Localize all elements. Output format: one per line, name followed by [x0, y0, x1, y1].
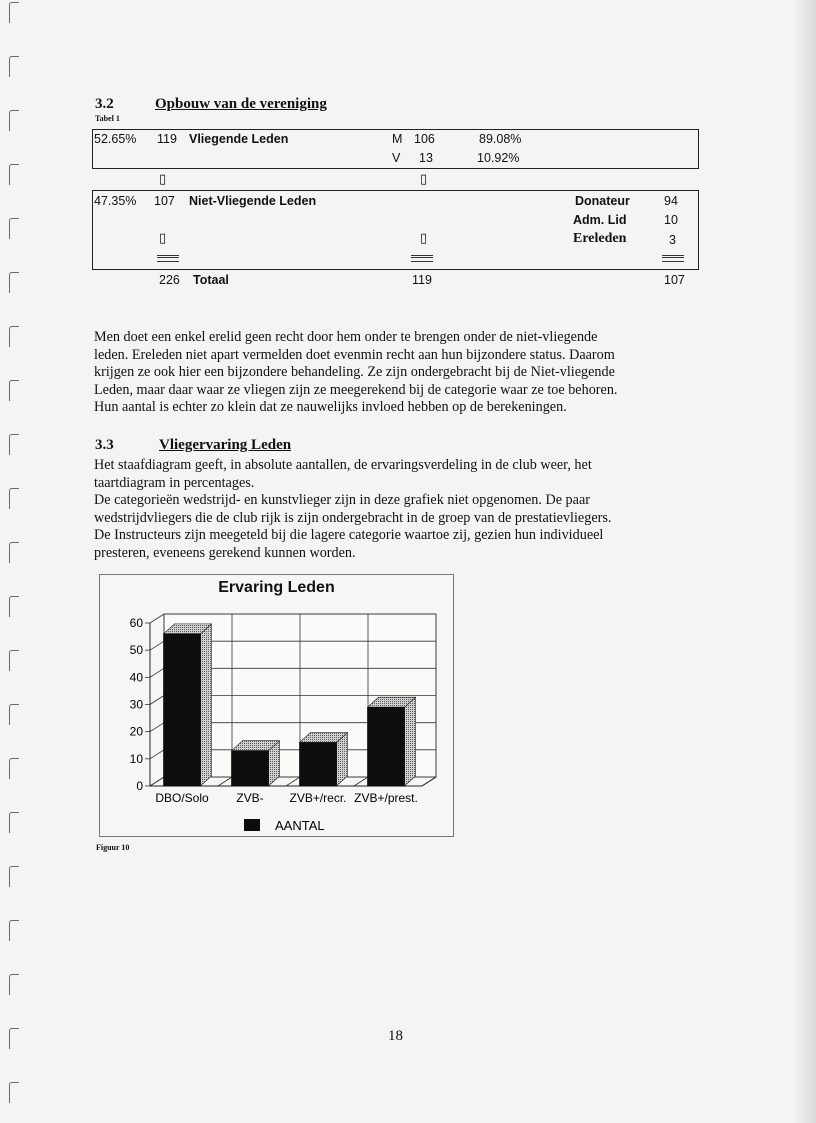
x-tick-label: ZVB+/recr.	[289, 791, 347, 805]
ereleden-label: Ereleden	[573, 231, 627, 246]
chart-title: Ervaring Leden	[218, 579, 335, 596]
section-title-3-3: Vliegervaring Leden	[159, 437, 292, 453]
x-tick-label: ZVB+/prest.	[354, 791, 418, 805]
gridline-diagonal	[150, 668, 164, 677]
donateur-count: 94	[664, 194, 678, 208]
female-count: 13	[419, 151, 433, 165]
text-line: presteren, eveneens gerekend kunnen worden.	[94, 544, 356, 561]
binder-ring	[9, 920, 19, 941]
binder-ring	[9, 866, 19, 887]
section-number-3-3: 3.3	[95, 437, 114, 453]
binder-ring	[9, 434, 19, 455]
total-count: 226	[159, 273, 180, 287]
floor-line	[218, 777, 232, 786]
bar-side	[405, 697, 416, 786]
figure-label: Figuur 10	[96, 843, 130, 852]
paragraph-experience	[94, 457, 684, 562]
floor-line	[354, 777, 368, 786]
female-pct: 10.92%	[477, 151, 520, 165]
male-count: 106	[414, 132, 435, 146]
total-flying: 119	[412, 273, 432, 287]
gridline-diagonal	[150, 723, 164, 732]
binder-ring	[9, 758, 19, 779]
bar-front	[300, 743, 337, 786]
admlid-label: Adm. Lid	[573, 213, 627, 227]
double-rule	[662, 255, 684, 262]
bar-zvb-prest-	[368, 697, 416, 786]
binder-ring	[9, 704, 19, 725]
gridline-diagonal	[150, 614, 164, 623]
x-tick-label: DBO/Solo	[155, 791, 209, 805]
floor-line	[286, 777, 300, 786]
nonflying-count: 107	[154, 194, 175, 208]
flying-pct: 52.65%	[94, 132, 137, 146]
binder-rings	[0, 0, 26, 1123]
bar-zvb-	[232, 741, 280, 786]
double-rule	[157, 255, 179, 262]
text-line: taartdiagram in percentages.	[94, 474, 255, 491]
total-nonflying: 107	[664, 273, 685, 287]
binder-ring	[9, 650, 19, 671]
floor-line	[150, 777, 164, 786]
page-edge	[794, 0, 816, 1123]
binder-ring	[9, 380, 19, 401]
text-line: wedstrijdvliegers die de club rijk is zijn ondergebracht in de groep van de prestatievliegers.	[94, 509, 612, 526]
text-line: Hun aantal is echter zo klein dat ze nauwelijks invloed hebben op de berekeningen.	[94, 399, 567, 415]
binder-ring	[9, 812, 19, 833]
binder-ring	[9, 488, 19, 509]
section-title-3-2: Opbouw van de vereniging	[155, 96, 327, 112]
legend-swatch	[244, 819, 260, 831]
binder-ring	[9, 1082, 19, 1103]
total-label: Totaal	[193, 273, 229, 287]
legend-label: AANTAL	[275, 818, 325, 833]
binder-ring	[9, 272, 19, 293]
chart-figure	[99, 574, 454, 837]
nonflying-label: Niet-Vliegende Leden	[189, 194, 317, 208]
binder-ring	[9, 326, 19, 347]
flying-count: 119	[157, 132, 177, 146]
bar-front	[232, 751, 269, 786]
nonflying-pct: 47.35%	[94, 194, 137, 208]
box-glyph-3: ▯	[159, 231, 167, 246]
ereleden-count: 3	[669, 233, 676, 247]
gridline-diagonal	[150, 750, 164, 759]
box-glyph-4: ▯	[420, 231, 428, 246]
bar-front	[164, 634, 201, 786]
text-line: Leden, maar daar waar ze vliegen zijn ze meegerekend bij de categorie waar ze toe behoren.	[94, 381, 618, 398]
bar-zvb-recr-	[300, 733, 348, 786]
binder-ring	[9, 596, 19, 617]
table-label: Tabel 1	[95, 114, 120, 123]
bar-dbo-solo	[164, 624, 212, 786]
binder-ring	[9, 164, 19, 185]
flying-label: Vliegende Leden	[189, 132, 289, 146]
text-line: leden. Ereleden niet apart vermelden doet evenmin recht aan hun bijzondere status. Daarom	[94, 346, 615, 363]
donateur-label: Donateur	[575, 194, 630, 208]
floor-edge	[422, 777, 436, 786]
binder-ring	[9, 218, 19, 239]
y-tick-label: 40	[129, 670, 143, 685]
page-number: 18	[388, 1028, 403, 1044]
gridline-diagonal	[150, 696, 164, 705]
section-number-3-2: 3.2	[95, 96, 114, 112]
y-tick-label: 50	[129, 643, 143, 658]
gridline-diagonal	[150, 641, 164, 650]
text-line: krijgen ze ook hier een bijzondere behandeling. Ze zijn ondergebracht bij de Niet-vliegende	[94, 364, 615, 380]
paragraph-honorary-members	[94, 329, 684, 417]
binder-ring	[9, 1028, 19, 1049]
admlid-count: 10	[664, 213, 678, 227]
box-glyph-2: ▯	[420, 172, 428, 187]
x-tick-label: ZVB-	[236, 791, 264, 805]
double-rule	[411, 255, 433, 262]
y-tick-label: 10	[129, 751, 143, 766]
text-line: De categorieën wedstrijd- en kunstvlieger zijn in deze grafiek niet opgenomen. De paar	[94, 492, 590, 508]
binder-ring	[9, 542, 19, 563]
y-tick-label: 30	[129, 697, 143, 712]
text-line: Men doet een enkel erelid geen recht door hem onder te brengen onder de niet-vliegende	[94, 329, 598, 345]
bar-side	[201, 624, 212, 786]
text-line: Het staafdiagram geeft, in absolute aantallen, de ervaringsverdeling in de club weer, het	[94, 457, 592, 473]
female-label: V	[392, 151, 401, 165]
y-tick-label: 60	[129, 616, 143, 630]
bar-front	[368, 707, 405, 786]
male-label: M	[392, 132, 403, 146]
binder-ring	[9, 56, 19, 77]
y-tick-label: 0	[136, 779, 143, 793]
male-pct: 89.08%	[479, 132, 522, 146]
text-line: De Instructeurs zijn meegeteld bij die lagere categorie waartoe zij, gezien hun individueel	[94, 527, 604, 543]
binder-ring	[9, 2, 19, 23]
binder-ring	[9, 110, 19, 131]
bar-chart	[100, 575, 453, 836]
box-glyph-1: ▯	[159, 172, 167, 187]
binder-ring	[9, 974, 19, 995]
y-tick-label: 20	[129, 724, 143, 739]
